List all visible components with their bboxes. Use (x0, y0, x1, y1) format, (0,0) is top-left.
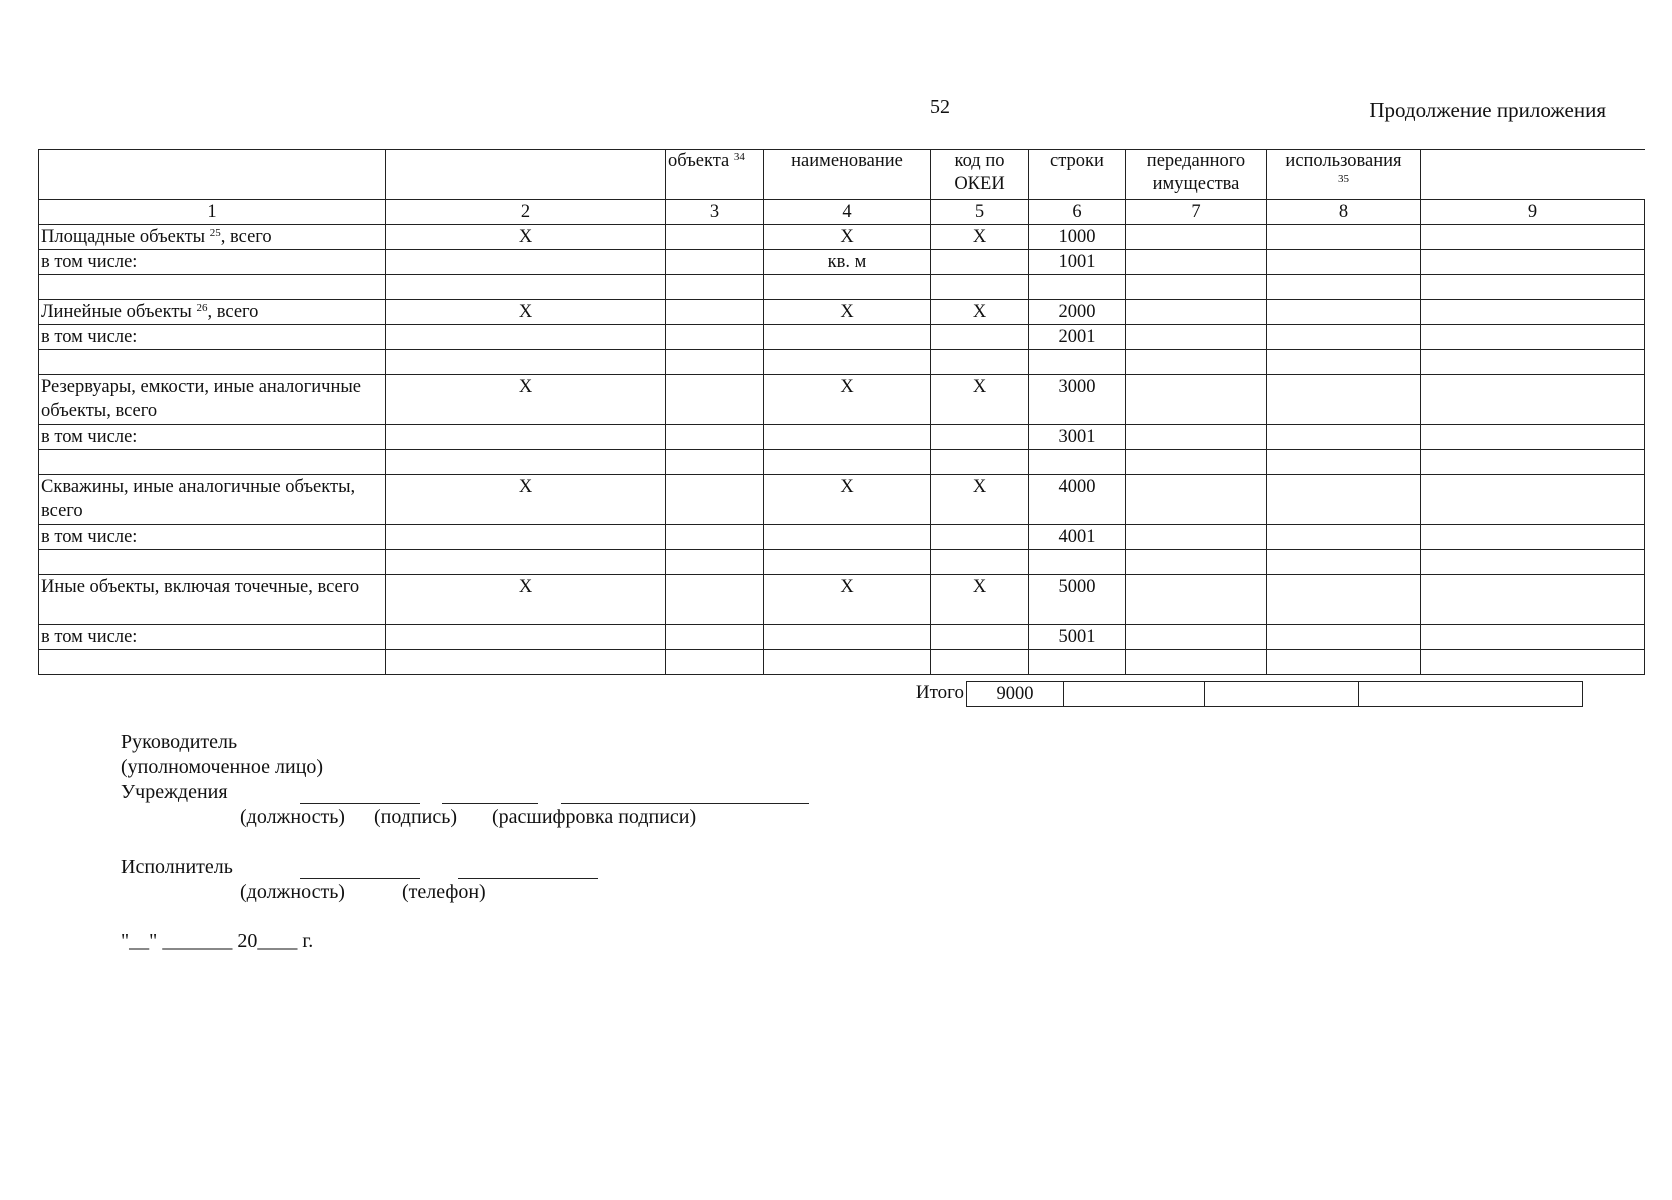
cell-col-9 (1421, 525, 1645, 550)
cell-col-5 (931, 550, 1029, 575)
blank-row (39, 550, 1645, 575)
cell-col-3 (666, 300, 764, 325)
date-line: "__" _______ 20____ г. (121, 930, 314, 952)
cell-col-3 (666, 475, 764, 525)
column-number: 7 (1126, 200, 1267, 225)
cell-col-4: X (764, 300, 931, 325)
cell-col-1 (39, 550, 386, 575)
table-row (39, 425, 1645, 450)
header-cell-5: код по ОКЕИ (931, 150, 1029, 200)
row-label: в том числе: (39, 425, 386, 450)
cell-col-5 (931, 425, 1029, 450)
cell-col-7 (1126, 275, 1267, 300)
cell-col-7 (1126, 650, 1267, 675)
total-cell-8 (1205, 682, 1359, 707)
table-header-row (39, 150, 1645, 200)
total-cell-9 (1359, 682, 1583, 707)
cell-col-5: X (931, 475, 1029, 525)
cell-col-4 (764, 625, 931, 650)
blank-row (39, 450, 1645, 475)
page-number: 52 (930, 96, 950, 118)
table-row (39, 300, 1645, 325)
cell-col-3 (666, 250, 764, 275)
total-label: Итого (915, 682, 964, 703)
cell-col-8 (1267, 275, 1421, 300)
cell-col-2: X (386, 375, 666, 425)
cell-col-2 (386, 450, 666, 475)
cell-col-4 (764, 350, 931, 375)
cell-col-9 (1421, 450, 1645, 475)
cell-col-1 (39, 350, 386, 375)
cell-col-3 (666, 550, 764, 575)
table-row (39, 375, 1645, 425)
cell-col-5: X (931, 300, 1029, 325)
continuation-title: Продолжение приложения (1369, 98, 1606, 122)
cell-col-8 (1267, 300, 1421, 325)
cell-col-5 (931, 275, 1029, 300)
cell-col-5: X (931, 375, 1029, 425)
row-code: 3000 (1029, 375, 1126, 425)
cell-col-9 (1421, 350, 1645, 375)
cell-col-5 (931, 650, 1029, 675)
head-title-line3: Учреждения (121, 781, 228, 803)
cell-col-4: X (764, 475, 931, 525)
cell-col-2 (386, 350, 666, 375)
cell-col-4 (764, 325, 931, 350)
row-label: Иные объекты, включая точечные, всего (39, 575, 386, 625)
cell-col-2 (386, 650, 666, 675)
row-code (1029, 650, 1126, 675)
cell-col-5 (931, 350, 1029, 375)
cell-col-9 (1421, 300, 1645, 325)
cell-col-2 (386, 275, 666, 300)
table-row (39, 525, 1645, 550)
row-code: 3001 (1029, 425, 1126, 450)
cell-col-7 (1126, 450, 1267, 475)
signature-block (121, 730, 323, 805)
cell-col-3 (666, 525, 764, 550)
cell-col-7 (1126, 425, 1267, 450)
cell-col-1 (39, 650, 386, 675)
header-cell-9 (1421, 150, 1645, 200)
cell-col-9 (1421, 325, 1645, 350)
cell-col-2: X (386, 575, 666, 625)
column-number: 6 (1029, 200, 1126, 225)
head-title-line1: Руководитель (121, 731, 238, 753)
column-number: 4 (764, 200, 931, 225)
cell-col-3 (666, 375, 764, 425)
row-code (1029, 275, 1126, 300)
cell-col-8 (1267, 350, 1421, 375)
cell-col-9 (1421, 425, 1645, 450)
cell-col-2: X (386, 475, 666, 525)
header-cell-7: переданного имущества (1126, 150, 1267, 200)
cell-col-5 (931, 450, 1029, 475)
cell-col-9 (1421, 375, 1645, 425)
cell-col-4 (764, 550, 931, 575)
cell-col-3 (666, 275, 764, 300)
header-cell-8: использования 35 (1267, 150, 1421, 200)
cell-col-4: X (764, 225, 931, 250)
cell-col-5: X (931, 575, 1029, 625)
cell-col-7 (1126, 625, 1267, 650)
blank-row (39, 275, 1645, 300)
cell-col-8 (1267, 250, 1421, 275)
column-number-row (39, 200, 1645, 225)
column-number: 3 (666, 200, 764, 225)
cell-col-4 (764, 450, 931, 475)
executor-caption-phone: (телефон) (402, 881, 486, 903)
head-caption-signature: (подпись) (374, 806, 458, 828)
cell-col-8 (1267, 575, 1421, 625)
executor-phone-line (458, 878, 598, 879)
cell-col-2 (386, 550, 666, 575)
header-cell-3: объекта $^{34}$ (666, 150, 764, 200)
cell-col-2 (386, 250, 666, 275)
row-code (1029, 350, 1126, 375)
row-label: Линейные объекты $^{26}$, всего (39, 300, 386, 325)
cell-col-1 (39, 275, 386, 300)
cell-col-3 (666, 325, 764, 350)
executor-label: Исполнитель (121, 856, 233, 878)
cell-col-5: X (931, 225, 1029, 250)
cell-col-7 (1126, 550, 1267, 575)
cell-col-8 (1267, 225, 1421, 250)
row-label: Резервуары, емкости, иные аналогичные объекты, всего (39, 375, 386, 425)
cell-col-7 (1126, 475, 1267, 525)
row-label: в том числе: (39, 625, 386, 650)
header-cell-4: наименование (764, 150, 931, 200)
column-number: 1 (39, 200, 386, 225)
cell-col-4 (764, 275, 931, 300)
cell-col-8 (1267, 475, 1421, 525)
cell-col-5 (931, 325, 1029, 350)
cell-col-3 (666, 225, 764, 250)
table-body (39, 225, 1645, 675)
cell-col-7 (1126, 350, 1267, 375)
table-row (39, 325, 1645, 350)
cell-col-9 (1421, 625, 1645, 650)
cell-col-8 (1267, 425, 1421, 450)
cell-col-9 (1421, 650, 1645, 675)
row-label: в том числе: (39, 250, 386, 275)
table-row (39, 625, 1645, 650)
row-code (1029, 450, 1126, 475)
table-row (39, 225, 1645, 250)
row-code: 4001 (1029, 525, 1126, 550)
head-signature-line (442, 803, 538, 804)
head-caption-name: (расшифровка подписи) (492, 806, 697, 828)
cell-col-3 (666, 650, 764, 675)
cell-col-8 (1267, 325, 1421, 350)
row-code: 4000 (1029, 475, 1126, 525)
head-name-line (561, 803, 809, 804)
cell-col-5 (931, 250, 1029, 275)
row-label: в том числе: (39, 325, 386, 350)
cell-col-7 (1126, 525, 1267, 550)
cell-col-8 (1267, 375, 1421, 425)
cell-col-9 (1421, 275, 1645, 300)
blank-row (39, 350, 1645, 375)
header-cell-6: строки (1029, 150, 1126, 200)
cell-col-8 (1267, 625, 1421, 650)
cell-col-2 (386, 425, 666, 450)
cell-col-4: X (764, 575, 931, 625)
cell-col-9 (1421, 225, 1645, 250)
row-code: 5000 (1029, 575, 1126, 625)
head-title-line2: (уполномоченное лицо) (121, 756, 324, 778)
head-caption-position: (должность) (240, 806, 345, 828)
row-label: Площадные объекты $^{25}$, всего (39, 225, 386, 250)
cell-col-4 (764, 425, 931, 450)
cell-col-8 (1267, 525, 1421, 550)
table-row (39, 575, 1645, 625)
column-number: 5 (931, 200, 1029, 225)
executor-caption-position: (должность) (240, 881, 345, 903)
table-row (39, 250, 1645, 275)
row-label: в том числе: (39, 525, 386, 550)
cell-col-2 (386, 625, 666, 650)
blank-row (39, 650, 1645, 675)
cell-col-3 (666, 575, 764, 625)
column-number: 8 (1267, 200, 1421, 225)
table-row (39, 475, 1645, 525)
cell-col-9 (1421, 550, 1645, 575)
cell-col-3 (666, 350, 764, 375)
row-code: 1000 (1029, 225, 1126, 250)
cell-col-4 (764, 525, 931, 550)
cell-col-7 (1126, 375, 1267, 425)
cell-col-4: кв. м (764, 250, 931, 275)
cell-col-7 (1126, 250, 1267, 275)
row-code (1029, 550, 1126, 575)
row-label: Скважины, иные аналогичные объекты, всего (39, 475, 386, 525)
total-cell-7 (1064, 682, 1205, 707)
header-cell-2 (386, 150, 666, 200)
cell-col-7 (1126, 225, 1267, 250)
objects-table (38, 149, 1645, 675)
cell-col-2: X (386, 225, 666, 250)
column-number: 2 (386, 200, 666, 225)
cell-col-3 (666, 625, 764, 650)
total-row (915, 681, 1583, 707)
head-position-line (300, 803, 420, 804)
row-code: 5001 (1029, 625, 1126, 650)
cell-col-9 (1421, 475, 1645, 525)
cell-col-8 (1267, 650, 1421, 675)
header-cell-1 (39, 150, 386, 200)
cell-col-5 (931, 625, 1029, 650)
cell-col-2 (386, 525, 666, 550)
cell-col-8 (1267, 450, 1421, 475)
cell-col-7 (1126, 575, 1267, 625)
cell-col-3 (666, 450, 764, 475)
row-code: 2000 (1029, 300, 1126, 325)
cell-col-7 (1126, 300, 1267, 325)
cell-col-2 (386, 325, 666, 350)
cell-col-3 (666, 425, 764, 450)
cell-col-5 (931, 525, 1029, 550)
cell-col-7 (1126, 325, 1267, 350)
cell-col-4: X (764, 375, 931, 425)
row-code: 1001 (1029, 250, 1126, 275)
cell-col-4 (764, 650, 931, 675)
row-code: 2001 (1029, 325, 1126, 350)
column-number: 9 (1421, 200, 1645, 225)
cell-col-2: X (386, 300, 666, 325)
executor-position-line (300, 878, 420, 879)
total-code: 9000 (967, 682, 1064, 707)
cell-col-1 (39, 450, 386, 475)
cell-col-8 (1267, 550, 1421, 575)
cell-col-9 (1421, 575, 1645, 625)
cell-col-9 (1421, 250, 1645, 275)
